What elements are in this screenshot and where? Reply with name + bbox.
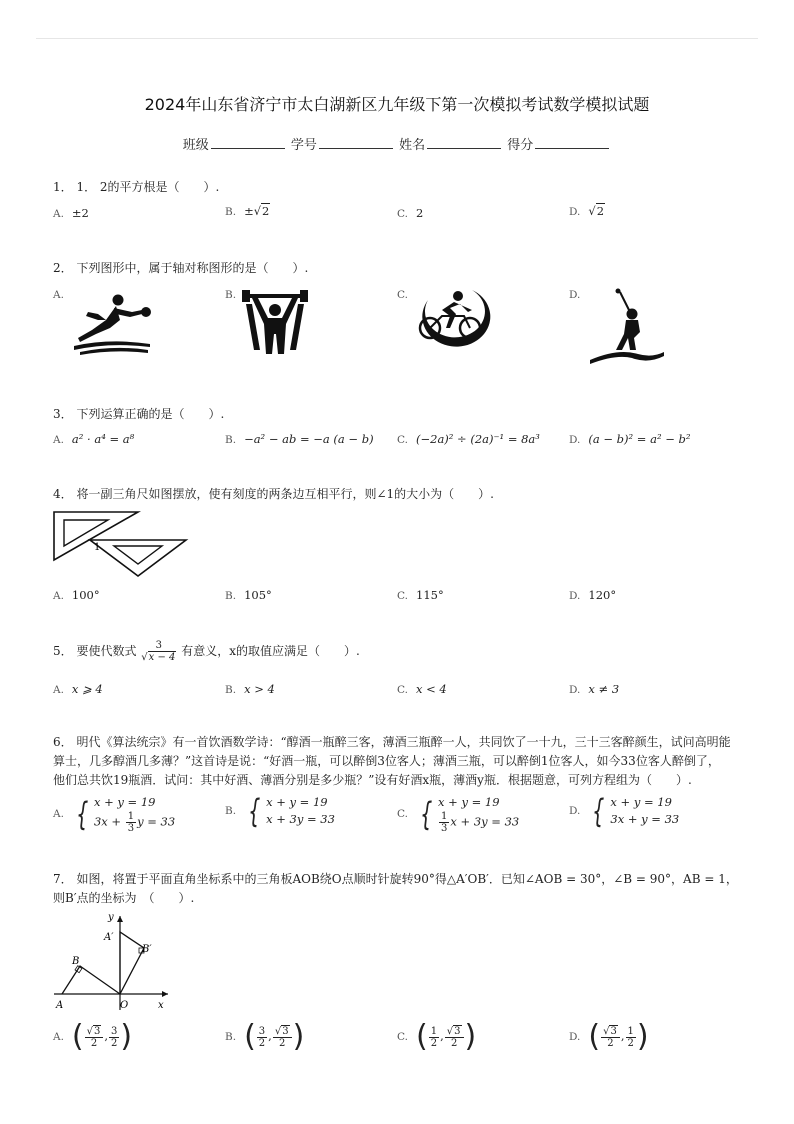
name-label: 姓名 xyxy=(399,138,426,153)
option-label: A. xyxy=(53,1031,64,1043)
option-label: A. xyxy=(53,684,64,696)
option-label: B. xyxy=(225,206,237,218)
q5-fraction: $\frac{3}{√x - 4}$ xyxy=(141,640,176,663)
stem-post: 有意义，x的取值应满足（ ）. xyxy=(181,644,360,658)
equation: x + y = 19 xyxy=(610,795,672,809)
equation: x + y = 19 xyxy=(438,795,500,809)
option-label: B. xyxy=(225,684,237,696)
question-6-stem xyxy=(53,733,743,790)
q6-option-b[interactable]: B. { x + y = 19 x + 3y = 33 xyxy=(225,792,335,830)
option-label: A. xyxy=(53,808,64,820)
equation: 3x + y = 33 xyxy=(610,812,680,826)
student-info-line xyxy=(0,134,794,153)
q4-option-a[interactable] xyxy=(53,588,100,602)
stem-pre: 5． 要使代数式 xyxy=(53,644,137,658)
option-label: D. xyxy=(569,206,581,218)
option-text: (a − b)² = a² − b² xyxy=(588,432,691,446)
point-O-label: O xyxy=(120,1000,129,1011)
q6-option-c[interactable]: C. { x + y = 19 $\frac{1}{3}$ x + 3y = 33 xyxy=(397,795,520,834)
y-axis-label: y xyxy=(108,912,114,923)
option-label: B. xyxy=(225,1031,237,1043)
option-label: D. xyxy=(569,805,581,817)
option-text: 105° xyxy=(244,588,272,602)
page-title: 2024年山东省济宁市太白湖新区九年级下第一次模拟考试数学模拟试题 xyxy=(144,95,650,114)
option-text: (−2a)² ÷ (2a)⁻¹ = 8a³ xyxy=(416,432,540,446)
q5-option-a[interactable] xyxy=(53,682,103,696)
option-text: 2 xyxy=(416,206,424,220)
q5-option-d[interactable] xyxy=(569,682,619,696)
q1-option-a[interactable] xyxy=(53,206,89,220)
option-label: A. xyxy=(53,289,64,301)
point-A-label: A xyxy=(56,1000,64,1011)
option-text: 120° xyxy=(588,588,617,602)
equation: y = 33 xyxy=(137,814,176,829)
weightlifter-icon xyxy=(240,290,310,356)
option-label: D. xyxy=(569,684,581,696)
option-text: 115° xyxy=(416,588,444,602)
option-label: A. xyxy=(53,434,64,446)
point-B-prime-label: B′ xyxy=(142,944,152,955)
option-label: C. xyxy=(397,434,408,446)
option-label: D. xyxy=(569,289,581,301)
number-label: 学号 xyxy=(290,138,317,153)
option-text: a² · a⁴ = a⁸ xyxy=(71,432,135,446)
equation: x + y = 19 xyxy=(266,795,328,809)
option-text: x ≠ 3 xyxy=(588,682,620,696)
question-5-stem xyxy=(53,640,360,663)
option-text: 100° xyxy=(71,588,100,602)
question-7-stem xyxy=(53,870,743,908)
question-2-stem: 2． 下列图形中，属于轴对称图形的是（ ）. xyxy=(53,261,309,275)
question-3-stem: 3． 下列运算正确的是（ ）. xyxy=(53,407,225,421)
q3-option-d[interactable] xyxy=(569,432,690,446)
option-label: D. xyxy=(569,1031,581,1043)
question-1-stem: 1． 1． 2的平方根是（ ）. xyxy=(53,180,220,194)
q6-option-a[interactable]: A. { x + y = 19 3x + $\frac{1}{3}$ y = 33 xyxy=(53,795,176,834)
q5-option-c[interactable] xyxy=(397,682,447,696)
name-blank[interactable] xyxy=(427,136,501,149)
option-label: C. xyxy=(397,684,408,696)
q1-option-b[interactable]: B. ±√2 xyxy=(225,204,270,218)
q7-option-b[interactable]: B. ( $\frac{3}{2}$ , $\frac{√3}{2}$ ) xyxy=(225,1019,305,1054)
q4-option-d[interactable] xyxy=(569,588,616,602)
option-label: B. xyxy=(225,434,237,446)
q3-option-b[interactable] xyxy=(225,432,374,446)
q1-option-c[interactable] xyxy=(397,206,423,220)
radicand: 2 xyxy=(262,204,270,218)
option-label: A. xyxy=(53,590,64,602)
option-label: D. xyxy=(569,434,581,446)
equation: x + y = 19 xyxy=(93,795,156,809)
equation: x + 3y = 33 xyxy=(266,812,335,826)
denominator: x − 4 xyxy=(148,652,176,663)
option-label: C. xyxy=(397,289,408,301)
stem-line: 6． 明代《算法统宗》有一首饮酒数学诗：“醇酒一瓶醉三客，薄酒三瓶醉一人，共同饮了一十九，三十三客醉颜生，试问高明能 xyxy=(53,735,731,749)
q7-option-a[interactable]: A. ( $\frac{√3}{2}$ , $\frac{3}{2}$ ) xyxy=(53,1019,133,1054)
equation: 3x + xyxy=(93,814,125,829)
score-blank[interactable] xyxy=(535,136,609,149)
option-label: A. xyxy=(53,208,64,220)
option-label: B. xyxy=(225,590,237,602)
equation: x + 3y = 33 xyxy=(450,814,520,829)
option-text: x ⩾ 4 xyxy=(71,682,103,696)
class-blank[interactable] xyxy=(211,136,285,149)
volleyball-player-icon xyxy=(70,290,155,356)
option-text: −a² − ab = −a (a − b) xyxy=(244,432,374,446)
top-divider xyxy=(36,38,758,39)
option-label: C. xyxy=(397,1031,408,1043)
q7-option-c[interactable]: C. ( $\frac{1}{2}$ , $\frac{√3}{2}$ ) xyxy=(397,1019,477,1054)
stem-line: 7． 如图，将置于平面直角坐标系中的三角板AOB绕O点顺时针旋转90°得△A′OB′．已知∠AOB = 30°，∠B = 90°，AB = 1， xyxy=(53,872,738,886)
option-text: ±2 xyxy=(71,206,89,220)
option-label: C. xyxy=(397,590,408,602)
option-text: ± xyxy=(244,204,254,218)
radicand: 2 xyxy=(596,204,605,218)
option-text: x < 4 xyxy=(416,682,447,696)
option-label: C. xyxy=(397,808,408,820)
point-A-prime-label: A′ xyxy=(104,932,114,943)
set-squares-figure xyxy=(50,508,190,578)
q4-option-b[interactable] xyxy=(225,588,272,602)
q6-option-d[interactable]: D. { x + y = 19 3x + y = 33 xyxy=(569,792,680,830)
q7-option-d[interactable]: D. ( $\frac{√3}{2}$ , $\frac{1}{2}$ ) xyxy=(569,1019,649,1054)
point-B-label: B xyxy=(72,956,80,967)
golfer-icon xyxy=(588,288,668,364)
stem-line: 算士，几多醇酒几多薄？”这首诗是说：“好酒一瓶，可以醉倒3位客人；薄酒三瓶，可以醉倒1位客人，如今33位客人醉倒了， xyxy=(53,754,720,768)
number-blank[interactable] xyxy=(319,136,393,149)
option-label: C. xyxy=(397,208,408,220)
option-label: D. xyxy=(569,590,581,602)
q4-option-c[interactable] xyxy=(397,588,444,602)
angle-1-label: 1 xyxy=(94,542,101,553)
score-label: 得分 xyxy=(507,138,534,153)
stem-line: 则B′点的坐标为 （ ）. xyxy=(53,891,195,905)
q1-option-d[interactable]: D. √2 xyxy=(569,204,605,218)
x-axis-label: x xyxy=(158,1000,164,1011)
question-4-stem: 4． 将一副三角尺如图摆放，使有刻度的两条边互相平行，则∠1的大小为（ ）. xyxy=(53,487,494,501)
cyclist-icon xyxy=(414,286,506,350)
coordinate-figure xyxy=(50,912,174,1012)
option-text: x > 4 xyxy=(244,682,275,696)
q5-option-b[interactable] xyxy=(225,682,275,696)
stem-line: 他们总共饮19瓶酒．试问：其中好酒、薄酒分别是多少瓶？”设有好酒x瓶，薄酒y瓶．根据题意，可列方程组为（ ）. xyxy=(53,773,692,787)
q3-option-c[interactable] xyxy=(397,432,540,446)
q3-option-a[interactable] xyxy=(53,432,134,446)
numerator: 3 xyxy=(155,640,163,651)
option-label: B. xyxy=(225,289,237,301)
class-label: 班级 xyxy=(182,138,209,153)
option-label: B. xyxy=(225,805,237,817)
q2-option-d[interactable] xyxy=(569,287,588,301)
